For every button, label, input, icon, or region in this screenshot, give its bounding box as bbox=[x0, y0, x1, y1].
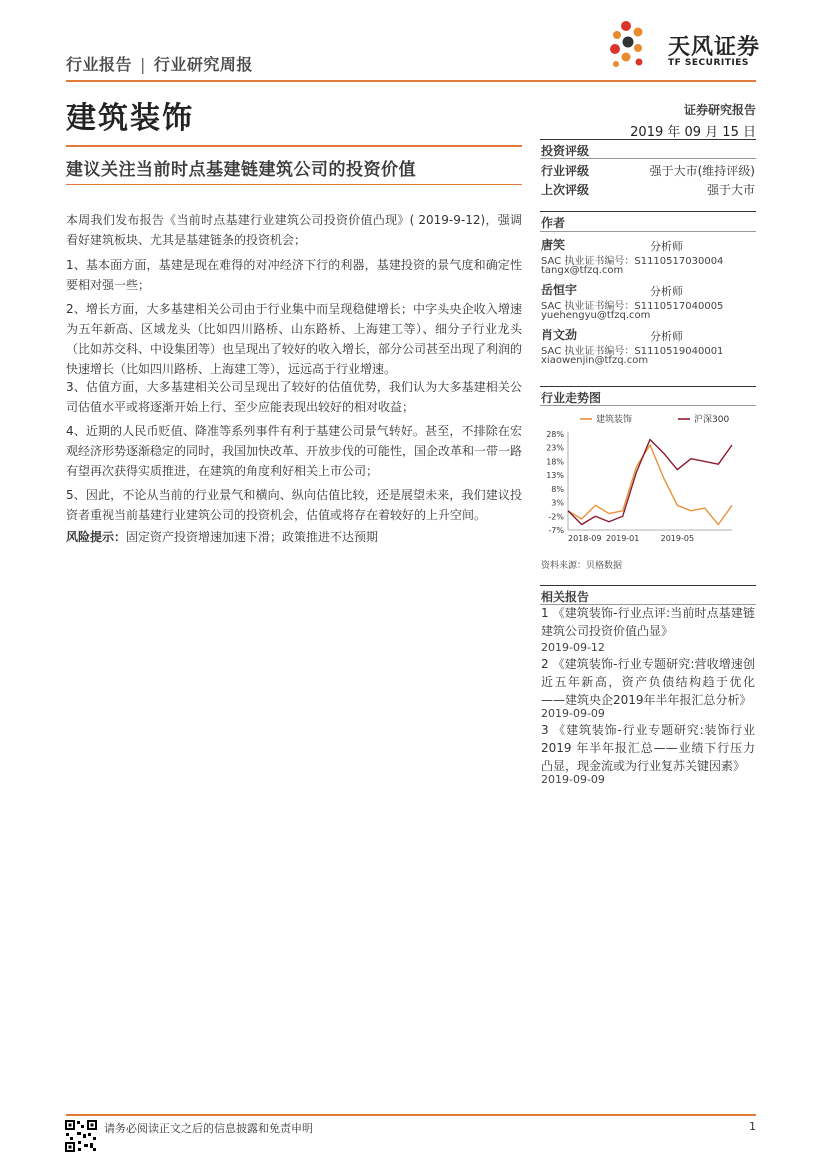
authors-top-rule bbox=[540, 211, 756, 212]
related-report-link[interactable]: 1 《建筑装饰-行业点评:当前时点基建链建筑公司投资价值凸显》 bbox=[541, 606, 755, 638]
rating-row bbox=[541, 162, 755, 179]
rating-row-value: 强于大市 bbox=[706, 183, 755, 197]
author-cert: SAC 执业证书编号：S1110517040005 bbox=[541, 301, 724, 312]
author-name: 岳恒宇 bbox=[541, 283, 578, 297]
report-type bbox=[66, 52, 253, 75]
y-tick-label: 8% bbox=[551, 484, 564, 494]
body-paragraph: 本周我们发布报告《当前时点基建行业建筑公司投资价值凸现》( 2019-9-12)，强调看好建筑板块、尤其是基建链条的投资机会； bbox=[66, 213, 522, 247]
risk-text: 固定资产投资增速加速下滑；政策推进不达预期 bbox=[126, 530, 379, 544]
chart-section-label: 行业走势图 bbox=[541, 391, 602, 405]
header-separator: | bbox=[140, 55, 146, 74]
author-email: yuehengyu@tfzq.com bbox=[541, 310, 651, 321]
rating-row bbox=[541, 181, 755, 198]
related-report-link[interactable]: 2 《建筑装饰-行业专题研究:营收增速创近五年新高，资产负债结构趋于优化——建筑央企2019年半年报汇总分析》 bbox=[541, 657, 755, 707]
chart-top-rule bbox=[540, 386, 756, 387]
brand-name: 天风证券 bbox=[668, 35, 761, 60]
rating-row-label: 行业评级 bbox=[541, 164, 590, 178]
brand-name-en: TF SECURITIES bbox=[668, 58, 749, 68]
series-line bbox=[568, 445, 732, 525]
y-tick-label: 3% bbox=[551, 498, 564, 508]
author-email: xiaowenjin@tfzq.com bbox=[541, 355, 649, 366]
industry-trend-chart bbox=[538, 408, 758, 548]
headline-top-rule bbox=[66, 145, 522, 147]
disclaimer-link[interactable]: 请务必阅读正文之后的信息披露和免责申明 bbox=[104, 1122, 313, 1135]
author-role: 分析师 bbox=[650, 285, 683, 298]
related-report-date: 2019-09-09 bbox=[541, 707, 605, 720]
headline: 建议关注当前时点基建链建筑公司的投资价值 bbox=[66, 160, 416, 180]
author-name: 肖文劲 bbox=[541, 328, 578, 342]
y-tick-label: 23% bbox=[546, 443, 564, 453]
qr-code-icon bbox=[64, 1119, 98, 1153]
authors-rule bbox=[540, 231, 756, 232]
body-paragraph: 5、因此，不论从当前的行业景气和横向、纵向估值比较，还是展望未来，我们建议投资者重视当前基建行业建筑公司的投资机会，估值或将存在着较好的上升空间。 bbox=[66, 488, 522, 522]
author-role: 分析师 bbox=[650, 240, 683, 253]
body-paragraph: 4、近期的人民币贬值、降准等系列事件有利于基建公司景气转好。甚至，不排除在宏观经济形势逐渐稳定的同时，我国加快改革、开放步伐的可能性，国企改革和一带一路有望再次获得实质推进，在建筑的角度利好相关上市公司； bbox=[66, 424, 523, 478]
footer-rule bbox=[66, 1114, 756, 1116]
body-paragraph: 2、增长方面，大多基建相关公司由于行业集中而呈现稳健增长；中字头央企收入增速为五年新高、区域龙头（比如四川路桥、山东路桥、上海建工等）、细分子行业龙头（比如苏交科、中设集团等）也呈现出了较好的收入增长，部分公司甚至出现了利润的快速增长（比如四川路桥、上海建工等），远远高于行业增速。 bbox=[66, 302, 523, 376]
x-tick-label: 2019-05 bbox=[660, 534, 695, 543]
x-tick-label: 2018-09 bbox=[568, 534, 602, 543]
related-section-label: 相关报告 bbox=[541, 590, 590, 604]
top-rule bbox=[66, 80, 756, 82]
chart-rule bbox=[540, 405, 756, 406]
related-report-link[interactable]: 3 《建筑装饰-行业专题研究:装饰行业2019 年半年报汇总——业绩下行压力凸显，现金流或为行业复苏关键因素》 bbox=[541, 723, 755, 773]
author-name: 唐笑 bbox=[541, 238, 566, 252]
rating-section-label: 投资评级 bbox=[541, 144, 590, 158]
authors-section-label: 作者 bbox=[541, 216, 566, 230]
headline-bottom-rule bbox=[66, 184, 522, 185]
related-top-rule bbox=[540, 585, 756, 586]
report-kind: 证券研究报告 bbox=[683, 103, 756, 117]
author-cert: SAC 执业证书编号：S1110519040001 bbox=[541, 346, 724, 357]
legend-label: 建筑装饰 bbox=[596, 415, 633, 425]
rating-rule bbox=[540, 158, 756, 159]
author-email: tangx@tfzq.com bbox=[541, 265, 624, 276]
author-role: 分析师 bbox=[650, 330, 683, 343]
y-tick-label: 28% bbox=[546, 430, 564, 439]
related-report-date: 2019-09-09 bbox=[541, 773, 605, 786]
chart-source: 资料来源：贝格数据 bbox=[541, 561, 623, 571]
y-tick-label: -2% bbox=[548, 512, 564, 522]
rating-row-label: 上次评级 bbox=[541, 183, 590, 197]
rating-row-value: 强于大市(维持评级) bbox=[649, 164, 755, 178]
y-tick-label: 13% bbox=[546, 471, 564, 481]
sector-title: 建筑装饰 bbox=[66, 101, 194, 136]
y-tick-label: -7% bbox=[548, 526, 564, 535]
rating-top-rule bbox=[540, 139, 756, 140]
y-tick-label: 18% bbox=[546, 457, 564, 467]
report-series: 行业研究周报 bbox=[153, 55, 253, 74]
legend-label: 沪深300 bbox=[694, 415, 730, 425]
x-tick-label: 2019-01 bbox=[605, 534, 640, 543]
author-cert: SAC 执业证书编号：S1110517030004 bbox=[541, 256, 724, 267]
body-paragraph: 3、估值方面，大多基建相关公司呈现出了较好的估值优势，我们认为大多基建相关公司估值水平或将逐渐开始上行、至少应能表现出较好的相对收益； bbox=[66, 380, 522, 414]
page-number: 1 bbox=[749, 1120, 756, 1133]
body-paragraph: 1、基本面方面，基建是现在难得的对冲经济下行的利器，基建投资的景气度和确定性要相对强一些； bbox=[66, 258, 522, 292]
risk-warning bbox=[66, 527, 522, 547]
report-date: 2019 年 09 月 15 日 bbox=[630, 125, 756, 140]
risk-label: 风险提示： bbox=[66, 530, 127, 544]
report-category: 行业报告 bbox=[66, 55, 133, 74]
related-report-date: 2019-09-12 bbox=[541, 641, 605, 654]
